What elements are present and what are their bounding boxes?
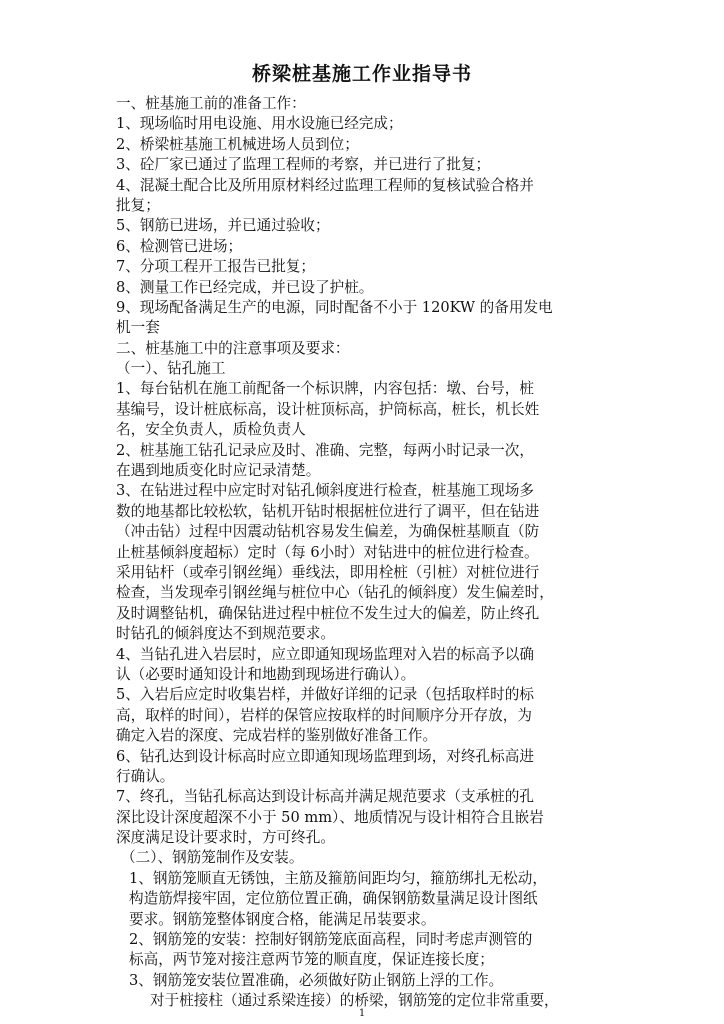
text-line: 行确认。 xyxy=(116,767,175,785)
text-line: 机一套 xyxy=(116,319,160,337)
text-line: 确定入岩的深度、完成岩样的鉴别做好准备工作。 xyxy=(116,727,438,745)
text-line: 5、入岩后应定时收集岩样，并做好详细的记录（包括取样时的标 xyxy=(116,686,534,704)
text-line: 深度满足设计要求时，方可终孔。 xyxy=(116,829,335,847)
text-line: 1、每台钻机在施工前配备一个标识牌，内容包括：墩、台号，桩 xyxy=(116,380,534,398)
text-line: 要求。钢筋笼整体钢度合格，能满足吊装要求。 xyxy=(129,910,436,928)
text-line: 7、分项工程开工报告已批复； xyxy=(116,258,316,276)
subsection-heading: （二）、钢筋笼制作及安装。 xyxy=(121,849,304,867)
text-line: 高，取样的时间），岩样的保管应按取样的时间顺序分开存放，为 xyxy=(116,706,532,724)
text-line: 检查，当发现牵引钢丝绳与桩位中心（钻孔的倾斜度）发生偏差时， xyxy=(116,584,554,602)
text-line: 对于桩接柱（通过系梁连接）的桥梁，钢筋笼的定位非常重要， xyxy=(150,992,559,1010)
text-line: 5、钢筋已进场，并已通过验收； xyxy=(116,217,330,235)
text-line: 基编号，设计桩底标高，设计桩顶标高，护筒标高，桩长，机长姓 xyxy=(116,400,540,418)
text-line: 在遇到地质变化时应记录清楚。 xyxy=(116,462,321,480)
text-line: 6、钻孔达到设计标高时应立即通知现场监理到场，对终孔标高进 xyxy=(116,747,534,765)
text-line: 2、桩基施工钻孔记录应及时、准确、完整，每两小时记录一次， xyxy=(116,441,534,459)
text-line: 时钻孔的倾斜度达不到规范要求。 xyxy=(116,625,335,643)
text-line: 及时调整钻机，确保钻进过程中桩位不发生过大的偏差，防止终孔 xyxy=(116,604,540,622)
section-heading: 二、桩基施工中的注意事项及要求： xyxy=(116,339,350,357)
text-line: 2、桥梁桩基施工机械进场人员到位； xyxy=(116,135,359,153)
text-line: 批复； xyxy=(116,196,160,214)
text-line: 数的地基都比较松软，钻机开钻时根据桩位进行了调平，但在钻进 xyxy=(116,502,540,520)
text-line: 深比设计深度超深不小于 50 mm）、地质情况与设计相符合且嵌岩 xyxy=(116,808,544,826)
document-body xyxy=(116,94,616,1012)
text-line: 4、混凝土配合比及所用原材料经过监理工程师的复核试验合格并 xyxy=(116,176,534,194)
text-line: 2、钢筋笼的安装：控制好钢筋笼底面高程，同时考虑声测管的 xyxy=(129,931,533,949)
text-line: 止桩基倾斜度超标）定时（每 6小时）对钻进中的桩位进行检查。 xyxy=(116,543,539,561)
text-line: 3、砼厂家已通过了监理工程师的考察，并已进行了批复； xyxy=(116,156,491,174)
text-line: 认（必要时通知设计和地勘到现场进行确认）。 xyxy=(116,665,416,683)
text-line: 1、现场临时用电设施、用水设施已经完成； xyxy=(116,115,403,133)
text-line: 构造筋焊接牢固，定位筋位置正确，确保钢筋数量满足设计图纸 xyxy=(129,890,538,908)
text-line: 7、终孔，当钻孔标高达到设计标高并满足规范要求（支承桩的孔 xyxy=(116,788,534,806)
text-line: 标高，两节笼对接注意两节笼的顺直度，保证连接长度； xyxy=(129,951,494,969)
text-line: 名，安全负责人，质检负责人 xyxy=(116,421,306,439)
page-number: 1 xyxy=(358,1008,366,1019)
text-line: 采用钻杆（或牵引钢丝绳）垂线法，即用栓桩（引桩）对桩位进行 xyxy=(116,563,540,581)
text-line: 6、检测管已进场； xyxy=(116,237,243,255)
text-line: 9、现场配备满足生产的电源，同时配备不小于 120KW 的备用发电 xyxy=(116,298,553,316)
text-line: 3、钢筋笼安装位置准确，必须做好防止钢筋上浮的工作。 xyxy=(129,971,504,989)
section-heading: 一、桩基施工前的准备工作： xyxy=(116,95,306,112)
text-line: 8、测量工作已经完成，并已设了护桩。 xyxy=(116,278,374,296)
document-title: 桥梁桩基施工作业指导书 xyxy=(251,63,472,85)
text-line: （冲击钻）过程中因震动钻机容易发生偏差，为确保桩基顺直（防 xyxy=(116,523,540,541)
subsection-heading: （一）、钻孔施工 xyxy=(116,360,226,378)
text-line: 3、在钻进过程中应定时对钻孔倾斜度进行检查，桩基施工现场多 xyxy=(116,482,534,500)
text-line: 1、钢筋笼顺直无锈蚀，主筋及箍筋间距均匀，箍筋绑扎无松动， xyxy=(129,869,547,887)
text-line: 4、当钻孔进入岩层时，应立即通知现场监理对入岩的标高予以确 xyxy=(116,645,534,663)
